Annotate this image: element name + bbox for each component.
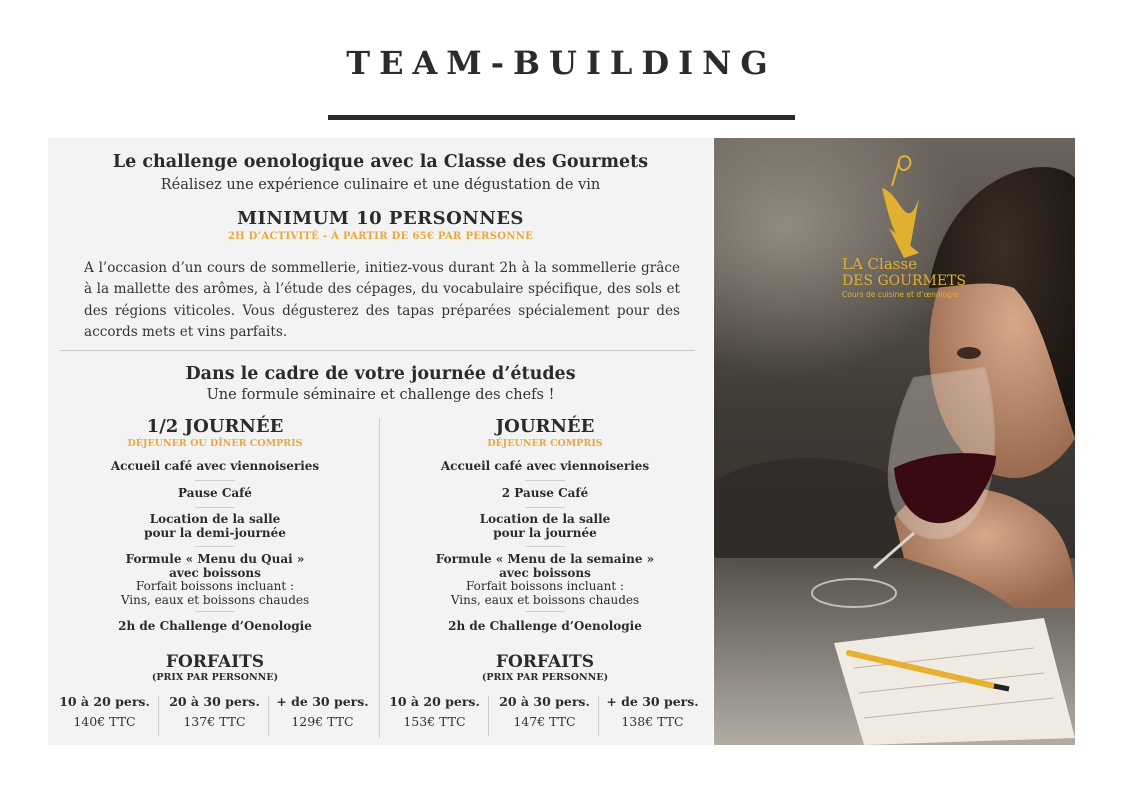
full-day-forfaits-title: FORFAITS: [495, 652, 595, 672]
price-value: 147€ TTC: [513, 714, 576, 729]
study-day-heading: Dans le cadre de votre journée d’études: [185, 364, 576, 384]
price-divider: [488, 696, 489, 736]
half-day-item-room: [50, 513, 380, 540]
full-day-forfaits: [380, 652, 710, 683]
price-value: 129€ TTC: [291, 714, 354, 729]
half-day-forfaits-title: FORFAITS: [165, 652, 265, 672]
half-day-menu-line2: avec boissons: [169, 565, 261, 580]
full-day-menu-line2: avec boissons: [499, 565, 591, 580]
full-day-room-line2: pour la journée: [493, 525, 597, 540]
full-day-price-3: [600, 694, 705, 729]
item-separator: [195, 611, 235, 612]
half-day-item-welcome: Accueil café avec viennoiseries: [110, 459, 320, 473]
half-day-item-break: Pause Café: [178, 486, 252, 500]
price-value: 138€ TTC: [621, 714, 684, 729]
full-day-forfaits-note: (PRIX PAR PERSONNE): [481, 672, 609, 683]
logo-tagline: Cours de cuisine et d’œnologie: [842, 290, 959, 299]
full-day-item-welcome: Accueil café avec viennoiseries: [440, 459, 650, 473]
logo-line2: DES GOURMETS: [842, 273, 966, 289]
item-separator: [525, 507, 565, 508]
half-day-forfaits-note: (PRIX PAR PERSONNE): [151, 672, 279, 683]
price-label: + de 30 pers.: [276, 694, 369, 709]
price-label: + de 30 pers.: [606, 694, 699, 709]
minimum-heading: MINIMUM 10 PERSONNES: [237, 208, 524, 229]
full-day-menu-line4: Vins, eaux et boissons chaudes: [450, 592, 640, 607]
full-day-item-break: 2 Pause Café: [501, 486, 589, 500]
full-day-item-challenge: 2h de Challenge d’Oenologie: [448, 619, 642, 633]
half-day-column: [50, 416, 380, 729]
page-title: TEAM-BUILDING: [346, 44, 777, 82]
half-day-item-menu: [50, 553, 380, 607]
study-day-subheading: Une formule séminaire et challenge des chefs !: [206, 387, 555, 403]
half-day-menu-line3: Forfait boissons incluant :: [135, 579, 295, 593]
half-day-room-line1: Location de la salle: [149, 512, 281, 526]
half-day-price-3: [270, 694, 375, 729]
full-day-note: DÉJEUNER COMPRIS: [487, 438, 603, 449]
full-day-menu-line1: Formule « Menu de la semaine »: [435, 552, 655, 566]
full-day-room-line1: Location de la salle: [479, 512, 611, 526]
price-label: 20 à 30 pers.: [169, 694, 260, 709]
price-label: 10 à 20 pers.: [59, 694, 150, 709]
price-value: 140€ TTC: [73, 714, 136, 729]
intro-paragraph: A l’occasion d’un cours de sommellerie, initiez-vous durant 2h à la sommellerie grâce à la mallette des arômes, à l’étude des cépages, du vocabulaire spécifique, des sols et des régions viticoles. Vous dégusterez des tapas préparées spécialement pour des accords mets et vins parfaits.: [84, 260, 680, 340]
brand-logo: [842, 256, 992, 299]
item-separator: [195, 546, 235, 547]
price-value: 153€ TTC: [403, 714, 466, 729]
price-value: 137€ TTC: [183, 714, 246, 729]
content-panel: [48, 138, 713, 745]
full-day-menu-line3: Forfait boissons incluant :: [465, 579, 625, 593]
item-separator: [525, 611, 565, 612]
item-separator: [525, 480, 565, 481]
half-day-price-1: [52, 694, 157, 729]
half-day-price-2: [162, 694, 267, 729]
wine-tasting-photo: [714, 138, 1075, 745]
half-day-title: 1/2 JOURNÉE: [146, 416, 284, 437]
title-rule: [328, 115, 795, 120]
wine-tasting-illustration: [714, 138, 1075, 745]
price-label: 10 à 20 pers.: [389, 694, 480, 709]
half-day-forfaits: [50, 652, 380, 683]
price-divider: [268, 696, 269, 736]
logo-line1: LA Classe: [842, 255, 918, 273]
half-day-room-line2: pour la demi-journée: [144, 525, 286, 540]
item-separator: [525, 546, 565, 547]
price-label: 20 à 30 pers.: [499, 694, 590, 709]
half-day-note: DÉJEUNER OU DÎNER COMPRIS: [127, 438, 303, 449]
minimum-note: 2H D’ACTIVITÉ - À PARTIR DE 65€ PAR PERSONNE: [227, 231, 534, 242]
price-divider: [158, 696, 159, 736]
full-day-item-room: [380, 513, 710, 540]
full-day-column: [380, 416, 710, 729]
price-divider: [598, 696, 599, 736]
section-divider: [60, 350, 695, 351]
item-separator: [195, 507, 235, 508]
item-separator: [195, 480, 235, 481]
half-day-menu-line4: Vins, eaux et boissons chaudes: [120, 592, 310, 607]
full-day-title: JOURNÉE: [495, 416, 595, 437]
half-day-item-challenge: 2h de Challenge d’Oenologie: [118, 619, 312, 633]
half-day-menu-line1: Formule « Menu du Quai »: [125, 552, 305, 566]
intro-heading: Le challenge oenologique avec la Classe des Gourmets: [112, 152, 649, 172]
full-day-item-menu: [380, 553, 710, 607]
full-day-price-2: [492, 694, 597, 729]
full-day-price-1: [382, 694, 487, 729]
intro-subheading: Réalisez une expérience culinaire et une dégustation de vin: [160, 177, 601, 193]
